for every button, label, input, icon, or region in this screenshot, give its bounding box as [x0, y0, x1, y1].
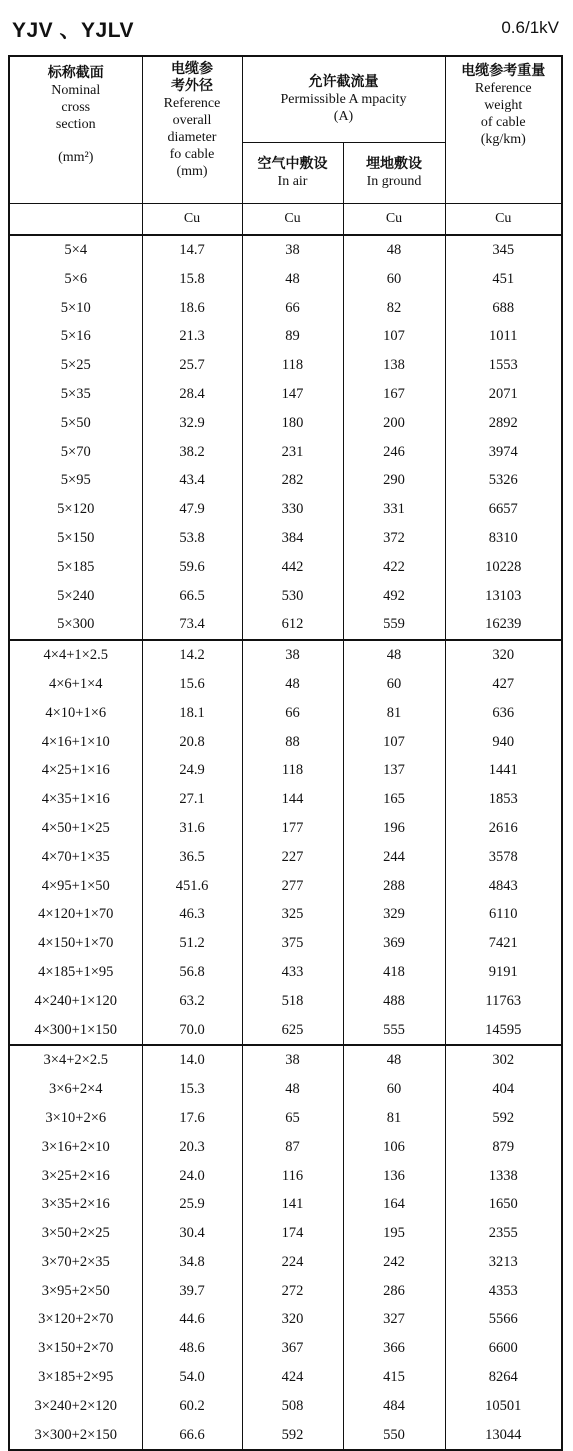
cell-ampacity-ground: 82: [343, 294, 445, 323]
cell-diameter: 39.7: [142, 1277, 242, 1306]
cell-ampacity-ground: 369: [343, 929, 445, 958]
cell-ampacity-ground: 195: [343, 1219, 445, 1248]
cell-diameter: 53.8: [142, 524, 242, 553]
cell-ampacity-air: 330: [242, 495, 343, 524]
cell-ampacity-air: 177: [242, 814, 343, 843]
cell-weight: 4843: [445, 872, 562, 901]
cell-section: 4×70+1×35: [9, 843, 142, 872]
cell-section: 5×25: [9, 351, 142, 380]
cell-ampacity-air: 38: [242, 235, 343, 265]
header-nominal-line1: Nominal: [51, 83, 101, 99]
table-row: [9, 785, 562, 814]
header-cu-air: Cu: [242, 204, 343, 236]
cell-ampacity-air: 180: [242, 409, 343, 438]
cell-ampacity-air: 325: [242, 900, 343, 929]
cell-ampacity-ground: 488: [343, 987, 445, 1016]
table-row: [9, 1133, 562, 1162]
cell-section: 5×10: [9, 294, 142, 323]
cell-section: 5×95: [9, 466, 142, 495]
cell-weight: 6600: [445, 1334, 562, 1363]
cell-ampacity-air: 141: [242, 1190, 343, 1219]
header-weight-line2: weight: [484, 98, 523, 114]
cell-diameter: 48.6: [142, 1334, 242, 1363]
cell-ampacity-ground: 106: [343, 1133, 445, 1162]
cell-ampacity-air: 174: [242, 1219, 343, 1248]
cell-diameter: 20.3: [142, 1133, 242, 1162]
header-diameter-zh2: 考外径: [171, 78, 213, 95]
cell-weight: 2071: [445, 380, 562, 409]
cell-weight: 1338: [445, 1162, 562, 1191]
cell-ampacity-ground: 81: [343, 699, 445, 728]
cell-diameter: 73.4: [142, 610, 242, 640]
cell-diameter: 63.2: [142, 987, 242, 1016]
cell-weight: 404: [445, 1075, 562, 1104]
cell-weight: 6110: [445, 900, 562, 929]
cell-section: 5×150: [9, 524, 142, 553]
header-nominal-line2: cross: [61, 100, 91, 116]
header-diameter-line3: diameter: [167, 130, 217, 146]
cell-ampacity-air: 231: [242, 438, 343, 467]
cell-ampacity-ground: 60: [343, 670, 445, 699]
cell-diameter: 21.3: [142, 322, 242, 351]
cell-ampacity-air: 66: [242, 294, 343, 323]
cell-section: 3×150+2×70: [9, 1334, 142, 1363]
table-row: [9, 1219, 562, 1248]
cell-section: 5×50: [9, 409, 142, 438]
cell-section: 5×4: [9, 235, 142, 265]
cell-ampacity-ground: 164: [343, 1190, 445, 1219]
cell-weight: 13044: [445, 1421, 562, 1451]
cell-diameter: 14.7: [142, 235, 242, 265]
cell-section: 5×70: [9, 438, 142, 467]
table-header: [9, 56, 562, 235]
cell-ampacity-ground: 418: [343, 958, 445, 987]
header-in-air-en: In air: [277, 173, 308, 189]
product-title: YJV 、YJLV: [12, 19, 134, 42]
cell-ampacity-ground: 244: [343, 843, 445, 872]
cell-weight: 5566: [445, 1305, 562, 1334]
header-ampacity-unit: (A): [333, 108, 354, 124]
cell-weight: 13103: [445, 582, 562, 611]
cell-ampacity-ground: 366: [343, 1334, 445, 1363]
cell-diameter: 31.6: [142, 814, 242, 843]
cell-section: 3×240+2×120: [9, 1392, 142, 1421]
cell-weight: 2355: [445, 1219, 562, 1248]
cell-section: 5×16: [9, 322, 142, 351]
cell-weight: 2616: [445, 814, 562, 843]
table-row: [9, 814, 562, 843]
table-row: [9, 524, 562, 553]
cell-diameter: 70.0: [142, 1016, 242, 1046]
cell-weight: 9191: [445, 958, 562, 987]
table-row: [9, 987, 562, 1016]
cell-section: 3×70+2×35: [9, 1248, 142, 1277]
cell-diameter: 15.3: [142, 1075, 242, 1104]
cell-ampacity-air: 530: [242, 582, 343, 611]
cell-ampacity-air: 118: [242, 756, 343, 785]
cell-weight: 1650: [445, 1190, 562, 1219]
header-diameter-line4: fo cable: [169, 147, 215, 163]
header-cu-ground: Cu: [343, 204, 445, 236]
header-nominal-line3: section: [55, 117, 96, 133]
cell-weight: 10501: [445, 1392, 562, 1421]
table-row: [9, 640, 562, 670]
table-row: [9, 1104, 562, 1133]
header-in-ground-en: In ground: [366, 173, 422, 189]
cell-section: 3×4+2×2.5: [9, 1045, 142, 1075]
cell-diameter: 66.5: [142, 582, 242, 611]
header-cu-diameter: Cu: [142, 204, 242, 236]
cell-ampacity-ground: 242: [343, 1248, 445, 1277]
cell-section: 4×50+1×25: [9, 814, 142, 843]
cell-weight: 10228: [445, 553, 562, 582]
cell-weight: 3213: [445, 1248, 562, 1277]
cable-spec-table: [8, 55, 563, 1451]
cell-diameter: 15.8: [142, 265, 242, 294]
cell-ampacity-ground: 329: [343, 900, 445, 929]
cell-ampacity-air: 508: [242, 1392, 343, 1421]
cell-ampacity-ground: 107: [343, 728, 445, 757]
header-weight-zh: 电缆参考重量: [461, 63, 546, 79]
cell-ampacity-ground: 555: [343, 1016, 445, 1046]
cell-ampacity-air: 282: [242, 466, 343, 495]
cell-weight: 1441: [445, 756, 562, 785]
table-row: [9, 351, 562, 380]
cell-diameter: 27.1: [142, 785, 242, 814]
cell-ampacity-air: 38: [242, 1045, 343, 1075]
cell-section: 3×6+2×4: [9, 1075, 142, 1104]
cell-weight: 2892: [445, 409, 562, 438]
cell-ampacity-ground: 165: [343, 785, 445, 814]
cell-weight: 302: [445, 1045, 562, 1075]
cell-diameter: 18.6: [142, 294, 242, 323]
cell-diameter: 51.2: [142, 929, 242, 958]
cell-diameter: 30.4: [142, 1219, 242, 1248]
cell-ampacity-ground: 196: [343, 814, 445, 843]
cell-ampacity-air: 65: [242, 1104, 343, 1133]
cell-diameter: 43.4: [142, 466, 242, 495]
cell-ampacity-air: 272: [242, 1277, 343, 1306]
cell-diameter: 60.2: [142, 1392, 242, 1421]
cell-ampacity-air: 277: [242, 872, 343, 901]
table-row: [9, 900, 562, 929]
group-5-core: [9, 235, 562, 640]
cell-diameter: 38.2: [142, 438, 242, 467]
table-row: [9, 728, 562, 757]
cell-diameter: 24.9: [142, 756, 242, 785]
table-row: [9, 1363, 562, 1392]
cell-weight: 1853: [445, 785, 562, 814]
cell-weight: 14595: [445, 1016, 562, 1046]
header-in-air-zh: 空气中敷设: [257, 155, 328, 172]
cell-ampacity-ground: 48: [343, 640, 445, 670]
table-row: [9, 1305, 562, 1334]
cell-section: 5×6: [9, 265, 142, 294]
cell-section: 3×16+2×10: [9, 1133, 142, 1162]
cell-diameter: 36.5: [142, 843, 242, 872]
table-row: [9, 1334, 562, 1363]
cell-diameter: 14.2: [142, 640, 242, 670]
cell-ampacity-air: 118: [242, 351, 343, 380]
cell-ampacity-air: 612: [242, 610, 343, 640]
cell-ampacity-ground: 484: [343, 1392, 445, 1421]
table-row: [9, 553, 562, 582]
cell-ampacity-ground: 550: [343, 1421, 445, 1451]
cell-diameter: 18.1: [142, 699, 242, 728]
cell-diameter: 47.9: [142, 495, 242, 524]
cell-ampacity-air: 48: [242, 1075, 343, 1104]
cell-section: 3×300+2×150: [9, 1421, 142, 1451]
cell-section: 4×16+1×10: [9, 728, 142, 757]
header-nominal-unit: (mm²): [58, 150, 94, 166]
cell-section: 4×4+1×2.5: [9, 640, 142, 670]
cell-weight: 8264: [445, 1363, 562, 1392]
cell-ampacity-air: 375: [242, 929, 343, 958]
cell-ampacity-air: 442: [242, 553, 343, 582]
table-row: [9, 1045, 562, 1075]
table-row: [9, 1075, 562, 1104]
cell-section: 4×25+1×16: [9, 756, 142, 785]
header-ampacity: [242, 56, 445, 142]
cell-diameter: 24.0: [142, 1162, 242, 1191]
cell-weight: 345: [445, 235, 562, 265]
table-row: [9, 1277, 562, 1306]
table-row: [9, 466, 562, 495]
table-row: [9, 265, 562, 294]
cell-ampacity-air: 38: [242, 640, 343, 670]
cell-ampacity-air: 88: [242, 728, 343, 757]
cell-ampacity-ground: 48: [343, 1045, 445, 1075]
cell-weight: 6657: [445, 495, 562, 524]
header-in-air: [242, 142, 343, 203]
cell-weight: 1553: [445, 351, 562, 380]
cell-ampacity-ground: 290: [343, 466, 445, 495]
cell-weight: 636: [445, 699, 562, 728]
table-row: [9, 872, 562, 901]
cell-ampacity-air: 625: [242, 1016, 343, 1046]
cell-ampacity-ground: 286: [343, 1277, 445, 1306]
table-row: [9, 582, 562, 611]
cell-section: 4×120+1×70: [9, 900, 142, 929]
cell-ampacity-ground: 422: [343, 553, 445, 582]
cell-diameter: 28.4: [142, 380, 242, 409]
table-row: [9, 699, 562, 728]
cell-ampacity-ground: 246: [343, 438, 445, 467]
header-in-ground-zh: 埋地敷设: [366, 155, 422, 172]
cell-diameter: 44.6: [142, 1305, 242, 1334]
cell-section: 5×240: [9, 582, 142, 611]
cell-ampacity-air: 66: [242, 699, 343, 728]
cell-weight: 16239: [445, 610, 562, 640]
cell-ampacity-air: 518: [242, 987, 343, 1016]
cell-ampacity-ground: 559: [343, 610, 445, 640]
table-row: [9, 1392, 562, 1421]
header-in-ground: [343, 142, 445, 203]
cell-weight: 592: [445, 1104, 562, 1133]
group-3plus2-core: [9, 1045, 562, 1450]
header-cu-weight: Cu: [445, 204, 562, 236]
cell-diameter: 32.9: [142, 409, 242, 438]
cell-section: 4×150+1×70: [9, 929, 142, 958]
cell-diameter: 66.6: [142, 1421, 242, 1451]
cell-section: 5×185: [9, 553, 142, 582]
table-row: [9, 380, 562, 409]
header-weight-line1: Reference: [474, 81, 532, 97]
cell-ampacity-ground: 48: [343, 235, 445, 265]
cell-ampacity-air: 367: [242, 1334, 343, 1363]
cell-ampacity-air: 424: [242, 1363, 343, 1392]
table-row: [9, 1190, 562, 1219]
cell-ampacity-air: 116: [242, 1162, 343, 1191]
cell-ampacity-ground: 60: [343, 1075, 445, 1104]
cell-diameter: 20.8: [142, 728, 242, 757]
cell-weight: 451: [445, 265, 562, 294]
table-row: [9, 756, 562, 785]
cell-ampacity-air: 592: [242, 1421, 343, 1451]
cell-ampacity-ground: 107: [343, 322, 445, 351]
cell-weight: 427: [445, 670, 562, 699]
cell-weight: 1011: [445, 322, 562, 351]
cell-ampacity-ground: 60: [343, 265, 445, 294]
cell-section: 4×95+1×50: [9, 872, 142, 901]
cell-ampacity-air: 227: [242, 843, 343, 872]
header-cu-spacer: [9, 204, 142, 236]
cell-section: 5×35: [9, 380, 142, 409]
table-row: [9, 322, 562, 351]
cell-ampacity-ground: 327: [343, 1305, 445, 1334]
cell-ampacity-ground: 492: [343, 582, 445, 611]
cell-ampacity-air: 144: [242, 785, 343, 814]
table-row: [9, 958, 562, 987]
cell-diameter: 59.6: [142, 553, 242, 582]
table-row: [9, 929, 562, 958]
cell-weight: 11763: [445, 987, 562, 1016]
cell-diameter: 54.0: [142, 1363, 242, 1392]
cell-ampacity-air: 224: [242, 1248, 343, 1277]
header-diameter-unit: (mm): [176, 164, 208, 180]
cell-weight: 5326: [445, 466, 562, 495]
cell-section: 5×120: [9, 495, 142, 524]
table-row: [9, 409, 562, 438]
cell-section: 4×6+1×4: [9, 670, 142, 699]
header-nominal-section: [9, 56, 142, 204]
cell-ampacity-ground: 331: [343, 495, 445, 524]
voltage-rating: 0.6/1kV: [501, 18, 559, 37]
table-row: [9, 1248, 562, 1277]
cell-diameter: 34.8: [142, 1248, 242, 1277]
table-row: [9, 843, 562, 872]
table-row: [9, 670, 562, 699]
cell-diameter: 46.3: [142, 900, 242, 929]
cell-diameter: 15.6: [142, 670, 242, 699]
cell-ampacity-ground: 372: [343, 524, 445, 553]
cell-section: 3×35+2×16: [9, 1190, 142, 1219]
table-row: [9, 438, 562, 467]
cell-ampacity-air: 48: [242, 670, 343, 699]
cell-weight: 7421: [445, 929, 562, 958]
cell-diameter: 25.7: [142, 351, 242, 380]
cell-section: 3×10+2×6: [9, 1104, 142, 1133]
table-row: [9, 235, 562, 265]
table-row: [9, 495, 562, 524]
cell-weight: 4353: [445, 1277, 562, 1306]
cell-ampacity-air: 384: [242, 524, 343, 553]
header-diameter-zh1: 电缆参: [171, 61, 213, 77]
cell-section: 5×300: [9, 610, 142, 640]
header-ampacity-zh: 允许截流量: [308, 73, 379, 90]
cell-weight: 879: [445, 1133, 562, 1162]
cell-ampacity-air: 89: [242, 322, 343, 351]
group-4plus1-core: [9, 640, 562, 1045]
cell-section: 3×95+2×50: [9, 1277, 142, 1306]
cell-ampacity-air: 320: [242, 1305, 343, 1334]
cell-weight: 940: [445, 728, 562, 757]
cell-weight: 3578: [445, 843, 562, 872]
cell-ampacity-ground: 138: [343, 351, 445, 380]
table-row: [9, 1421, 562, 1451]
cell-ampacity-ground: 415: [343, 1363, 445, 1392]
cell-section: 4×10+1×6: [9, 699, 142, 728]
cell-ampacity-air: 48: [242, 265, 343, 294]
cell-section: 4×35+1×16: [9, 785, 142, 814]
cell-section: 3×185+2×95: [9, 1363, 142, 1392]
header-diameter-line2: overall: [172, 113, 212, 129]
table-row: [9, 294, 562, 323]
cell-diameter: 14.0: [142, 1045, 242, 1075]
cell-diameter: 25.9: [142, 1190, 242, 1219]
header-weight: [445, 56, 562, 204]
cell-ampacity-ground: 167: [343, 380, 445, 409]
cell-ampacity-air: 87: [242, 1133, 343, 1162]
cell-section: 3×50+2×25: [9, 1219, 142, 1248]
cell-ampacity-air: 147: [242, 380, 343, 409]
cell-section: 4×240+1×120: [9, 987, 142, 1016]
cell-ampacity-air: 433: [242, 958, 343, 987]
table-row: [9, 610, 562, 640]
cell-ampacity-ground: 200: [343, 409, 445, 438]
cell-section: 3×25+2×16: [9, 1162, 142, 1191]
header-weight-unit: (kg/km): [480, 132, 526, 148]
cell-weight: 688: [445, 294, 562, 323]
cell-section: 3×120+2×70: [9, 1305, 142, 1334]
cell-ampacity-ground: 137: [343, 756, 445, 785]
cell-ampacity-ground: 288: [343, 872, 445, 901]
header-diameter-line1: Reference: [163, 96, 221, 112]
cell-section: 4×185+1×95: [9, 958, 142, 987]
cell-ampacity-ground: 81: [343, 1104, 445, 1133]
cell-diameter: 56.8: [142, 958, 242, 987]
table-row: [9, 1016, 562, 1046]
header-weight-line3: of cable: [480, 115, 526, 131]
cell-section: 4×300+1×150: [9, 1016, 142, 1046]
header-nominal-section-zh: 标称截面: [47, 65, 104, 81]
cell-diameter: 451.6: [142, 872, 242, 901]
header-diameter: [142, 56, 242, 204]
cell-ampacity-ground: 136: [343, 1162, 445, 1191]
table-row: [9, 1162, 562, 1191]
header-ampacity-en: Permissible A mpacity: [280, 91, 407, 107]
cell-weight: 3974: [445, 438, 562, 467]
cell-weight: 8310: [445, 524, 562, 553]
cell-diameter: 17.6: [142, 1104, 242, 1133]
cell-weight: 320: [445, 640, 562, 670]
